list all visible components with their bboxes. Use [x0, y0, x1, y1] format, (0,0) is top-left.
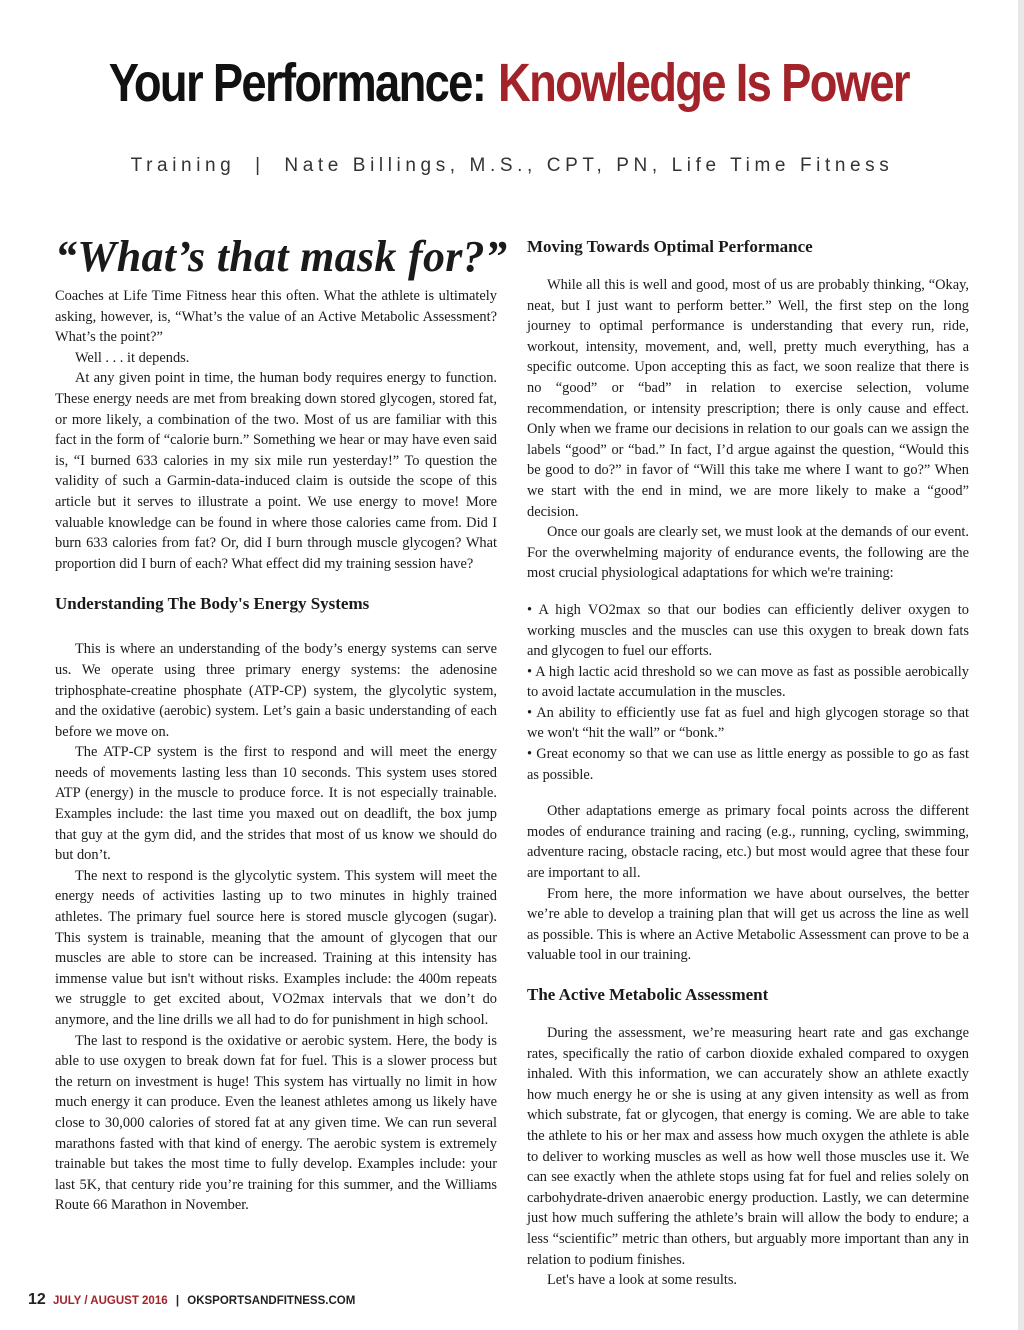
body-paragraph: The ATP-CP system is the first to respond and will meet the energy needs of movements lasting less than 10 seconds. This system uses stored ATP (energy) in the muscle to produce force. It is not especially trainable. Examples include: the last time you maxed out on deadlift, the box jump that guy at the gym did, and the strides that most of us know we should do but don’t. — [55, 744, 497, 864]
body-paragraph: During the assessment, we’re measuring heart rate and gas exchange rates, specifically the ratio of carbon dioxide exhaled compared to oxygen inhaled. With this information, we can accurately show an athlete exactly how much energy he or she is using at any given intensity as well as from which substrate, fat or glycogen, that energy is coming. We are able to take the athlete to his or her max and assess how much oxygen the athlete is able to deliver to working muscles as well as how well those muscles use it. We can see exactly when the athlete stops using fat for fuel and relies solely on carbohydrate-driven anaerobic energy production. Lastly, we can determine just how much suffering the athlete’s brain will allow the body to endure; a less “scientific” metric than others, but arguably more important than any in relation to podium finishes. — [527, 1025, 969, 1268]
page-footer — [28, 1291, 355, 1309]
list-item: • An ability to efficiently use fat as fuel and high glycogen storage so that we won't “hit the wall” or “bonk.” — [527, 704, 969, 742]
website-url: OKSPORTSANDFITNESS.COM — [187, 1295, 356, 1307]
list-item: • Great economy so that we can use as little energy as possible to go as fast as possible. — [527, 746, 969, 783]
intro-paragraph: Well . . . it depends. — [75, 349, 190, 366]
section-heading-optimal-performance: Moving Towards Optimal Performance — [527, 237, 813, 256]
body-paragraph: From here, the more information we have about ourselves, the better we’re able to develop a training plan that will get us across the line as well as possible. This is where an Active Metabolic Assessment can prove to be a valuable tool in our training. — [527, 885, 969, 964]
title-part-1: Your Performance: — [108, 53, 485, 113]
title-part-2: Knowledge Is Power — [498, 53, 909, 113]
pull-quote: “What’s that mask for?” — [55, 232, 508, 281]
body-paragraph: The last to respond is the oxidative or aerobic system. Here, the body is able to use oxygen to break down fat for fuel. This is a slower process but the return on investment is huge! This system has virtually no limit in how much energy it can produce. Even the leanest athletes among us likely have close to 30,000 calories of stored fat at any given time. We can run several marathons fasted with that kind of energy. The aerobic system is extremely trainable but takes the most time to fully develop. Examples include: your last 5K, that century ride you’re training for this summer, and the Williams Route 66 Marathon in November. — [55, 1032, 497, 1214]
adaptations-list — [527, 600, 969, 785]
left-column — [55, 232, 508, 1216]
right-column — [527, 236, 969, 1291]
article-byline: Training | Nate Billings, M.S., CPT, PN, Life Time Fitness — [130, 155, 894, 176]
intro-paragraph: Coaches at Life Time Fitness hear this often. What the athlete is ultimately asking, however, is, “What’s the value of an Active Metabolic Assessment? What’s the point?” — [55, 288, 497, 346]
section-heading-energy-systems: Understanding The Body's Energy Systems — [55, 594, 370, 614]
list-item: • A high lactic acid threshold so we can move as fast as possible aerobically to avoid lactate accumulation in the muscles. — [527, 663, 969, 701]
issue-date: JULY / AUGUST 2016 — [53, 1295, 168, 1307]
body-paragraph: This is where an understanding of the body’s energy systems can serve us. We operate using three primary energy systems: the adenosine triphosphate-creatine phosphate (ATP-CP) system, the glycolytic system, and the oxidative (aerobic) system. Let’s gain a basic understanding of each before we move on. — [55, 641, 497, 740]
body-paragraph: Once our goals are clearly set, we must look at the demands of our event. For the overwhelming majority of endurance events, the following are the most crucial physiological adaptations for which we're training: — [527, 524, 969, 582]
body-paragraph: While all this is well and good, most of us are probably thinking, “Okay, neat, but I just want to perform better.” Well, the first step on the long journey to optimal performance is understanding that every run, ride, workout, intensity, movement, and, well, pretty much everything, has a specific outcome. Upon accepting this as fact, we soon realize that there is no “good” or “bad” in relation to exercise selection, volume recommendation, or intensity prescription; there is only cause and effect. Only when we frame our decisions in relation to our goals can we assign the labels “good” or “bad.” In fact, I’d argue against the question, “Would this be good to do?” in favor of “Will this take me where I want to go?” When we start with the end in mind, we are more likely to make a “good” decision. — [527, 277, 969, 520]
section-heading-metabolic-assessment: The Active Metabolic Assessment — [527, 985, 769, 1004]
body-paragraph: Other adaptations emerge as primary focal points across the different modes of endurance training and racing (e.g., running, cycling, swimming, adventure racing, obstacle racing, etc.) but most would agree that these four are important to all. — [527, 803, 969, 882]
intro-paragraph: At any given point in time, the human body requires energy to function. These energy needs are met from breaking down stored glycogen, stored fat, or more likely, a combination of the two. Most of us are familiar with this fact in the form of “calorie burn.” Something we hear or may have even said is, “I burned 633 calories in my six mile run yesterday!” To question the validity of such a Garmin-data-induced claim is outside the scope of this article but it serves to illustrate a point. We use energy to move! More valuable knowledge can be found in where those calories came from. Did I burn 633 calories from fat? Or, did I burn through muscle glycogen? What proportion did I burn of each? What effect did my training session have? — [55, 370, 497, 572]
body-paragraph: The next to respond is the glycolytic system. This system will meet the energy needs of activities lasting up to two minutes in highly trained athletes. The primary fuel source here is stored muscle glycogen (sugar). This system is trainable, meaning that the amount of glycogen that our muscles are able to store can be increased. Training at this intensity has immense value but isn't without risks. Examples include: the 400m repeats we struggle to get excited about, VO2max intervals that we don’t do anymore, and the line drills we all had to do for punishment in high school. — [55, 867, 497, 1028]
article-title — [0, 52, 1024, 114]
page-edge-strip — [1018, 0, 1024, 1330]
list-item: • A high VO2max so that our bodies can efficiently deliver oxygen to working muscles and the muscles can use this oxygen to break down fats and glycogen to fuel our efforts. — [527, 601, 969, 660]
page-number: 12 — [28, 1291, 46, 1308]
footer-separator: | — [175, 1295, 180, 1307]
body-paragraph: Let's have a look at some results. — [547, 1272, 738, 1289]
